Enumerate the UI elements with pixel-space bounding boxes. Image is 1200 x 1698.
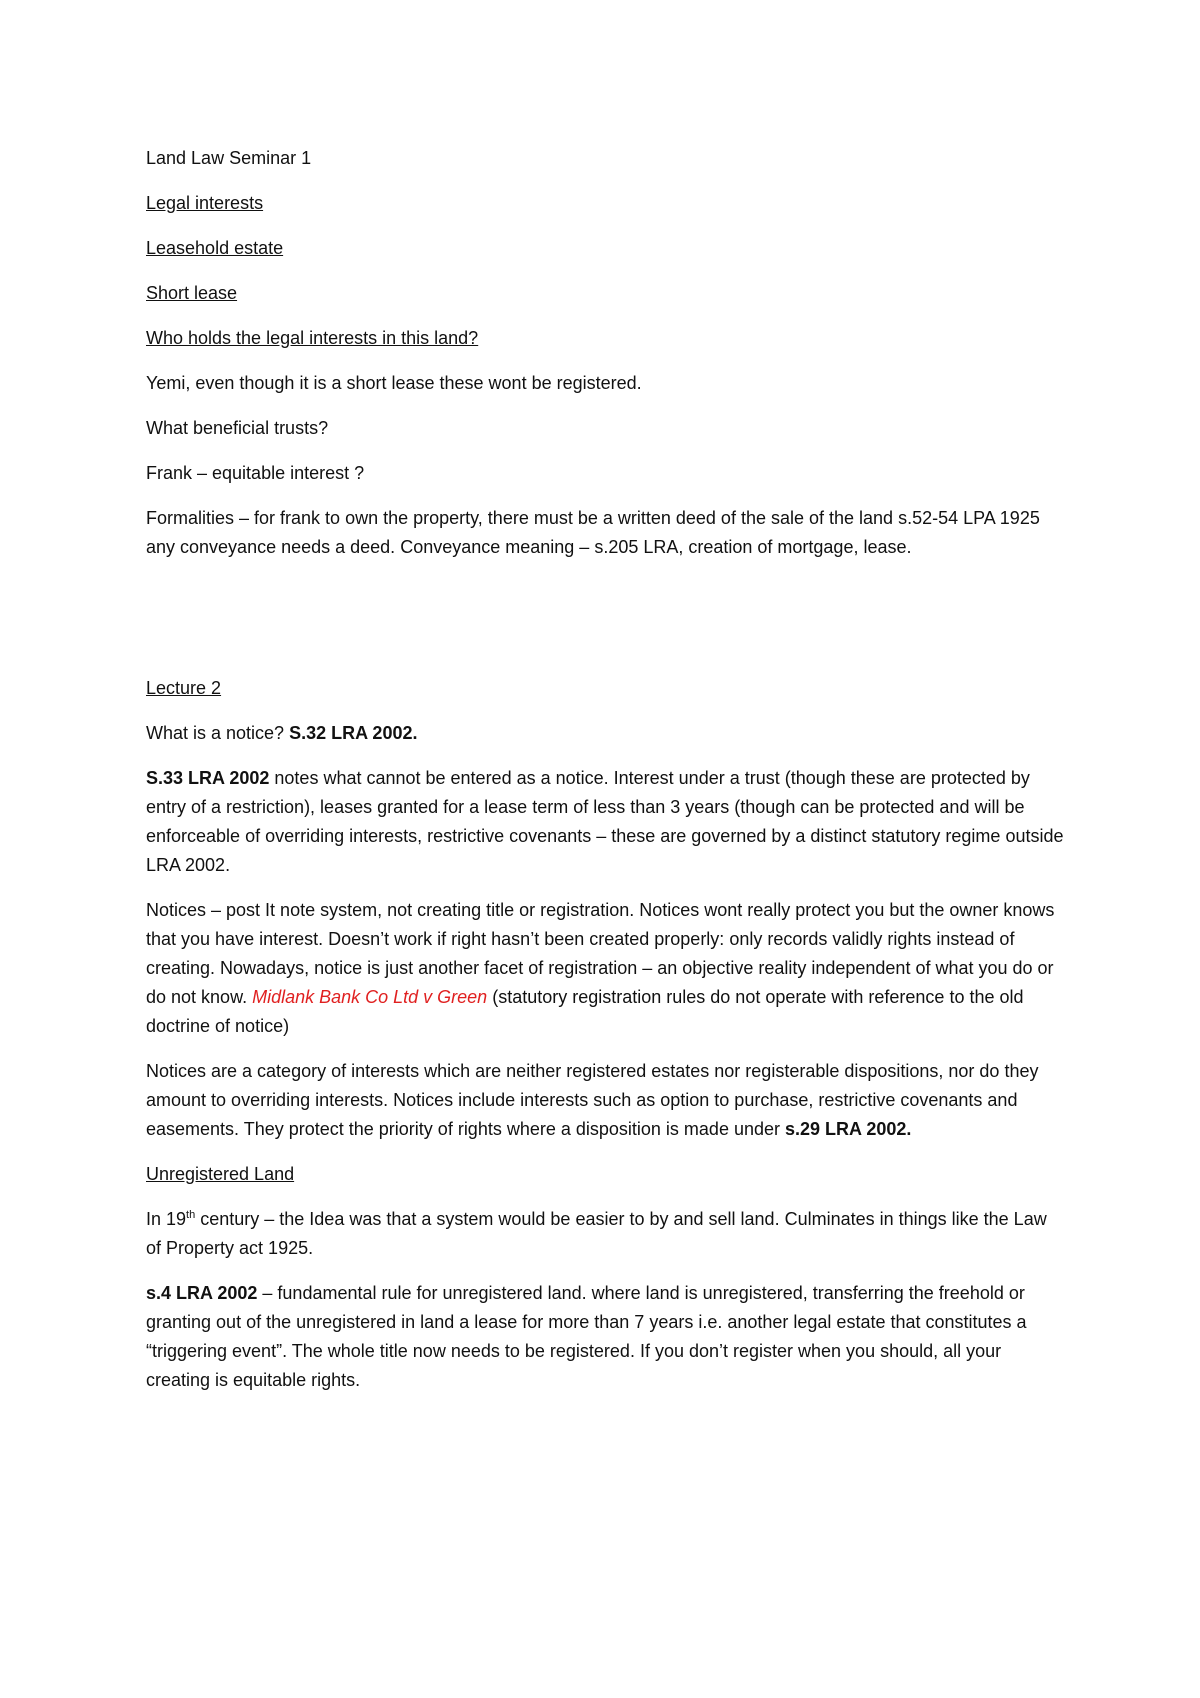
heading-legal-interests: Legal interests	[146, 193, 264, 213]
s33-text: notes what cannot be entered as a notice. Interest under a trust (though these are protected by entry of a restriction), leases granted for a lease term of less than 3 years (though can be protected and will be enforceable of overriding interests, restrictive covenants – these are governed by a distinct statutory regime outside LRA 2002.	[146, 768, 1064, 875]
section-spacer	[146, 578, 1066, 674]
s29-statute: s.29 LRA 2002.	[785, 1119, 912, 1139]
paragraph-beneficial-trusts: What beneficial trusts?	[146, 418, 329, 438]
c19-text-a: In 19	[146, 1209, 187, 1229]
paragraph-yemi: Yemi, even though it is a short lease these wont be registered.	[146, 373, 642, 393]
c19-superscript: th	[186, 1209, 196, 1221]
paragraph-notice-question	[146, 719, 1066, 748]
s33-statute: S.33 LRA 2002	[146, 768, 270, 788]
heading-leasehold-estate: Leasehold estate	[146, 238, 284, 258]
notices-category-text: Notices are a category of interests which are neither registered estates nor registerable dispositions, nor do they amount to overriding interests. Notices include interests such as option to purchase, restrictive covenants and easements. They protect the priority of rights where a disposition is made under	[146, 1061, 1039, 1139]
notices-post-it-text: Notices – post It note system, not creating title or registration. Notices wont really protect you but the owner knows that you have interest. Doesn’t work if right hasn’t been created properly: only records validly rights instead of creating. Nowadays, notice is just another facet of registration – an objective reality independent of what you do or do not know.	[146, 900, 1055, 1007]
paragraph-s4	[146, 1279, 1066, 1395]
s4-text: – fundamental rule for unregistered land. where land is unregistered, transferring the freehold or granting out of the unregistered in land a lease for more than 7 years i.e. another legal estate that constitutes a “triggering event”. The whole title now needs to be registered. If you don’t register when you should, all your creating is equitable rights.	[146, 1283, 1027, 1390]
document-body	[146, 144, 1066, 1411]
heading-short-lease: Short lease	[146, 283, 238, 303]
paragraph-formalities: Formalities – for frank to own the property, there must be a written deed of the sale of the land s.52-54 LPA 1925 any conveyance needs a deed. Conveyance meaning – s.205 LRA, creation of mortgage, lease.	[146, 508, 1040, 557]
heading-who-holds: Who holds the legal interests in this land?	[146, 328, 479, 348]
c19-text-b: century – the Idea was that a system would be easier to by and sell land. Culminates in things like the Law of Property act 1925.	[146, 1209, 1047, 1258]
notice-question-text: What is a notice?	[146, 723, 290, 743]
s4-statute: s.4 LRA 2002	[146, 1283, 258, 1303]
heading-unregistered-land: Unregistered Land	[146, 1164, 295, 1184]
paragraph-s33	[146, 764, 1066, 880]
notices-post-it-end: (statutory registration rules do not operate with reference to the old doctrine of notice)	[146, 987, 1024, 1036]
case-citation: Midlank Bank Co Ltd v Green	[252, 987, 488, 1007]
heading-lecture-2: Lecture 2	[146, 678, 222, 698]
notice-question-statute: S.32 LRA 2002.	[289, 723, 418, 743]
paragraph-notices-category	[146, 1057, 1066, 1144]
paragraph-19th-century	[146, 1205, 1066, 1263]
document-title: Land Law Seminar 1	[146, 148, 312, 168]
paragraph-notices-post-it	[146, 896, 1066, 1041]
paragraph-frank: Frank – equitable interest ?	[146, 463, 365, 483]
